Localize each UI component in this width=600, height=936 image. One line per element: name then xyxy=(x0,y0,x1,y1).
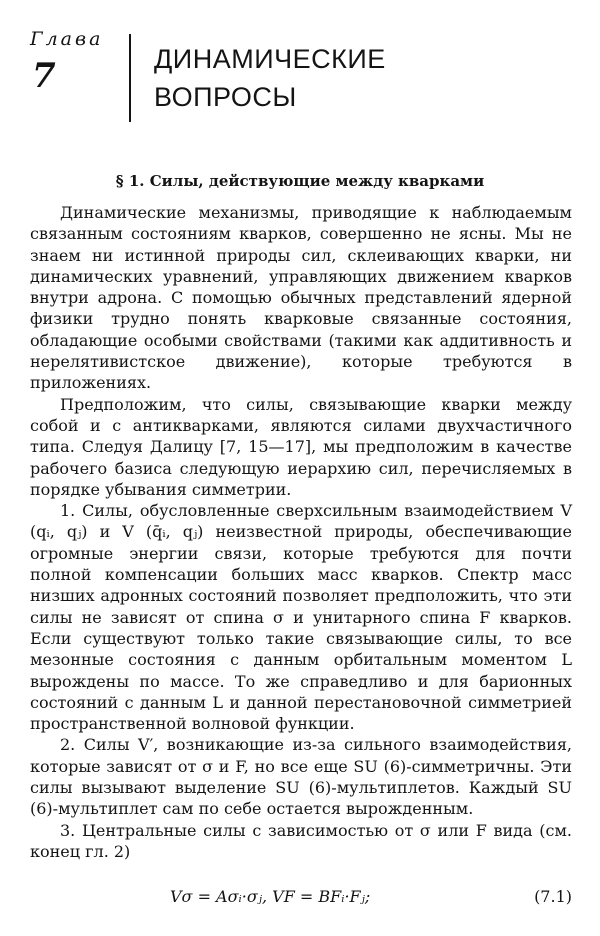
equation-number: (7.1) xyxy=(534,887,572,906)
equation-7-1 xyxy=(30,887,572,911)
chapter-title-line1: ДИНАМИЧЕСКИЕ xyxy=(154,44,386,74)
paragraph-3: 1. Силы, обусловленные сверхсильным взаимодействием V (qᵢ, qⱼ) и V (q̄ᵢ, qⱼ) неизвестной природы, обеспечивающие огромные энергии связи, которые требуются для почти полной компенсации больших масс кварков. Спектр масс низших адронных состояний позволяет предположить, что эти силы не зависят от спина σ и унитарного спина F кварков. Если существуют только такие связывающие силы, то все мезонные состояния с данным орбитальным моментом L вырождены по массе. То же справедливо и для барионных состояний с данным L и данной перестановочной симметрией пространственной волновой функции. xyxy=(30,501,572,734)
equation-expression: Vσ = Aσᵢ·σⱼ, VF = BFᵢ·Fⱼ; xyxy=(170,887,371,906)
chapter-title-line2: ВОПРОСЫ xyxy=(154,82,297,112)
chapter-header xyxy=(0,0,600,140)
paragraph-1: Динамические механизмы, приводящие к наблюдаемым связанным состояниям кварков, совершенно не ясны. Мы не знаем ни истинной природы сил, склеивающих кварки, ни динамических уравнений, управляющих движением кварков внутри адрона. С помощью обычных представлений ядерной физики трудно понять кварковые связанные состояния, обладающие особыми свойствами (такими как аддитивность и нерелятивистское движение), которые требуются в приложениях. xyxy=(30,203,572,393)
paragraph-4: 2. Силы V′, возникающие из-за сильного взаимодействия, которые зависят от σ и F, но все еще SU (6)-симметричны. Эти силы вызывают выделение SU (6)-мультиплетов. Каждый SU (6)-мультиплет сам по себе остается вырожденным. xyxy=(30,735,572,819)
body-text xyxy=(30,202,572,862)
header-divider xyxy=(129,34,131,122)
chapter-number: 7 xyxy=(32,56,56,96)
section-title: § 1. Силы, действующие между кварками xyxy=(115,172,485,190)
paragraph-2: Предположим, что силы, связывающие кварки между собой и с антикварками, являются силами двухчастичного типа. Следуя Далицу [7, 15—17], мы предположим в качестве рабочего базиса следующую иерархию сил, перечисляемых в порядке убывания симметрии. xyxy=(30,394,572,499)
paragraph-5: 3. Центральные силы с зависимостью от σ или F вида (см. конец гл. 2) xyxy=(30,820,572,861)
chapter-title xyxy=(154,40,386,116)
chapter-label: Глава xyxy=(30,28,104,50)
